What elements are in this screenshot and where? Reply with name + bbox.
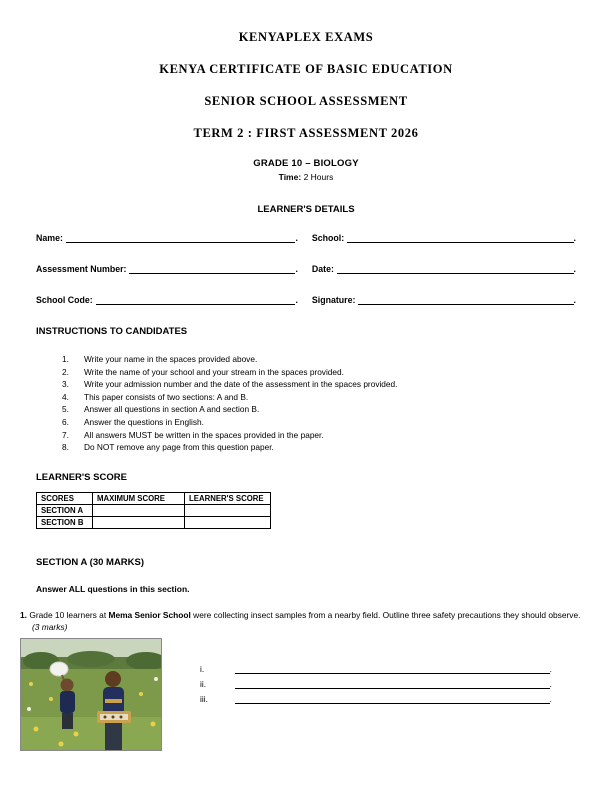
date-field — [312, 264, 576, 274]
question-1-number: 1. — [20, 609, 27, 620]
instruction-text: Answer all questions in section A and section B. — [84, 404, 260, 415]
signature-label: Signature: — [311, 295, 356, 305]
assessment-number-field — [36, 264, 298, 274]
section-a-row-label: SECTION A — [37, 504, 93, 516]
section-a-max-cell — [93, 504, 185, 516]
instruction-item — [62, 429, 576, 442]
instruction-number: 1. — [62, 354, 69, 364]
term-title: TERM 2 : FIRST ASSESSMENT 2026 — [193, 126, 419, 140]
grade-subject: GRADE 10 – BIOLOGY — [253, 158, 359, 169]
school-code-line-end: . — [295, 295, 298, 305]
instruction-number: 4. — [62, 391, 69, 402]
question-1-bottom — [20, 638, 590, 751]
section-a-score-cell — [185, 504, 271, 516]
instruction-text: Answer the questions in English. — [84, 416, 204, 427]
assessment-level-title: SENIOR SCHOOL ASSESSMENT — [204, 94, 408, 108]
date-blank-line — [337, 265, 574, 274]
score-col-header: SCORES — [37, 492, 93, 504]
field-row-2 — [36, 264, 576, 274]
instruction-text: This paper consists of two sections: A and B. — [84, 391, 249, 402]
field-row-1 — [36, 233, 576, 243]
instruction-number: 8. — [62, 442, 69, 453]
school-label: School: — [311, 233, 345, 243]
answer-line-ii — [200, 679, 552, 689]
school-code-blank-line — [96, 296, 296, 305]
score-col-header: LEARNER'S SCORE — [185, 492, 271, 504]
answer-label-iii: iii. — [200, 694, 208, 705]
instruction-item — [62, 441, 576, 454]
instruction-text: Write your admission number and the date of the assessment in the spaces provided. — [84, 379, 398, 390]
name-label: Name: — [36, 233, 63, 243]
answer-label-i: i. — [200, 664, 205, 675]
answer-line-i — [200, 664, 552, 674]
instruction-text: Do NOT remove any page from this question paper. — [84, 442, 274, 453]
answer-line-end-iii: . — [549, 694, 552, 705]
score-table — [36, 492, 271, 529]
instruction-number: 5. — [62, 404, 69, 415]
school-code-label: School Code: — [36, 295, 93, 305]
subject-block — [36, 158, 576, 182]
details-fields — [36, 233, 576, 305]
instruction-item — [62, 416, 576, 429]
signature-field — [312, 295, 576, 305]
answer-blank-line-i — [235, 666, 550, 674]
instruction-item — [62, 366, 576, 379]
school-line-end: . — [573, 233, 576, 243]
answer-line-end-i: . — [549, 664, 552, 675]
question-1-text-after: were collecting insect samples from a nearby field. Outline three safety precautions they should observe. — [190, 609, 581, 620]
section-b-score-cell — [185, 516, 271, 528]
field-photo-illustration — [21, 639, 162, 751]
instruction-text: Write your name in the spaces provided above. — [84, 354, 258, 364]
table-row — [37, 516, 271, 528]
field-row-3 — [36, 295, 576, 305]
answer-line-end-ii: . — [549, 679, 552, 690]
score-col-header: MAXIMUM SCORE — [93, 492, 185, 504]
answer-label-ii: ii. — [200, 679, 207, 690]
exam-board-title: KENYAPLEX EXAMS — [238, 30, 374, 44]
name-line-end: . — [295, 233, 298, 243]
score-table-header-row — [37, 492, 271, 504]
instruction-text: Write the name of your school and your stream in the spaces provided. — [84, 366, 344, 377]
instruction-number: 3. — [62, 379, 69, 390]
section-b-max-cell — [93, 516, 185, 528]
answer-blank-line-iii — [235, 696, 550, 704]
learners-details-heading: LEARNER'S DETAILS — [257, 204, 355, 215]
title-block — [36, 30, 576, 141]
instruction-item — [62, 403, 576, 416]
section-a-heading: SECTION A (30 MARKS) — [36, 556, 145, 568]
time-label: Time: — [278, 172, 302, 182]
question-1-photo — [20, 638, 162, 751]
answer-line-iii — [200, 694, 552, 704]
signature-blank-line — [358, 296, 573, 305]
instructions-list — [62, 353, 576, 454]
instruction-number: 6. — [62, 416, 69, 427]
learners-score-heading: LEARNER'S SCORE — [36, 471, 127, 483]
instruction-number: 2. — [62, 366, 69, 377]
instruction-item — [62, 378, 576, 391]
date-label: Date: — [311, 264, 334, 274]
instruction-item — [62, 391, 576, 404]
answer-blank-line-ii — [235, 681, 550, 689]
name-blank-line — [66, 234, 296, 243]
question-1-marks: (3 marks) — [32, 622, 68, 633]
section-b-row-label: SECTION B — [37, 516, 93, 528]
signature-line-end: . — [573, 295, 576, 305]
section-a-subheading: Answer ALL questions in this section. — [36, 583, 190, 594]
assessment-number-blank-line — [129, 264, 298, 274]
school-code-field — [36, 295, 298, 305]
table-row — [37, 504, 271, 516]
question-1-text-before: Grade 10 learners at — [27, 609, 109, 620]
instruction-item — [62, 353, 576, 366]
question-1-answers — [162, 664, 590, 751]
question-1 — [20, 610, 590, 752]
question-1-text — [20, 610, 590, 622]
instructions-heading: INSTRUCTIONS TO CANDIDATES — [36, 326, 188, 337]
time-value: 2 Hours — [303, 172, 334, 182]
question-1-school-name: Mema Senior School — [108, 609, 191, 620]
assessment-number-line-end: . — [295, 264, 298, 274]
instruction-text: All answers MUST be written in the spaces provided in the paper. — [84, 429, 324, 440]
date-line-end: . — [573, 264, 576, 274]
school-blank-line — [347, 234, 573, 243]
instruction-number: 7. — [62, 429, 69, 440]
name-field — [36, 233, 298, 243]
time-line — [36, 172, 576, 182]
school-field — [312, 233, 576, 243]
certificate-title: KENYA CERTIFICATE OF BASIC EDUCATION — [159, 62, 453, 76]
assessment-number-label: Assessment Number: — [36, 264, 127, 274]
